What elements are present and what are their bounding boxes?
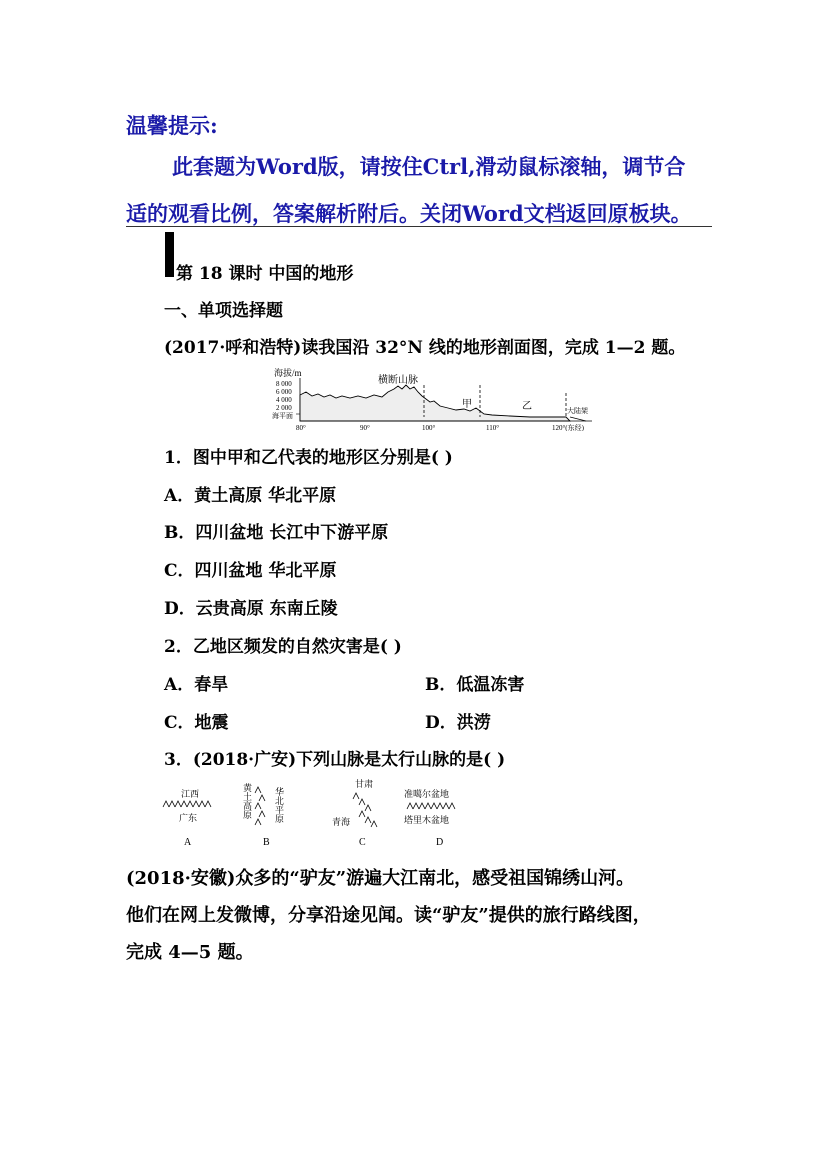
- q1-stem: 1．图中甲和乙代表的地形区分别是( ): [164, 448, 453, 468]
- terrain-profile-diagram: [270, 365, 610, 431]
- intro-2-line-2: 他们在网上发微博，分享沿途见闻。读“驴友”提供的旅行路线图，: [126, 905, 651, 926]
- d-top-label: 准噶尔盆地: [404, 789, 450, 799]
- label-shelf: 大陆架: [567, 407, 588, 415]
- b-right-label: 华北平原: [274, 787, 284, 823]
- tip-line-1: 此套题为Word版，请按住Ctrl,滑动鼠标滚轴，调节合: [172, 154, 686, 179]
- xtick-120: 120°(东经): [552, 424, 584, 431]
- profile-ylabel: 海拔/m: [274, 368, 302, 378]
- ytick-2000: 2 000: [276, 404, 292, 412]
- d-bottom-label: 塔里木盆地: [404, 815, 450, 825]
- label-yi: 乙: [522, 401, 532, 412]
- a-letter: A: [184, 837, 192, 848]
- label-jia: 甲: [462, 399, 472, 410]
- c-top-label: 甘肃: [355, 779, 374, 789]
- q1-option-a: A．黄土高原 华北平原: [164, 486, 337, 506]
- q1-option-d: D．云贵高原 东南丘陵: [164, 599, 338, 619]
- b-letter: B: [263, 837, 270, 848]
- b-left-label: 黄土高原: [242, 783, 252, 819]
- a-bottom-label: 广东: [179, 813, 198, 823]
- q2-stem: 2．乙地区频发的自然灾害是( ): [164, 637, 402, 657]
- xtick-90: 90°: [360, 424, 370, 431]
- lesson-title: 第 18 课时 中国的地形: [176, 264, 354, 284]
- xtick-100: 100°: [422, 424, 436, 431]
- c-bottom-label: 青海: [332, 817, 351, 827]
- xtick-110: 110°: [486, 424, 500, 431]
- c-mountain-range: [353, 793, 377, 827]
- heading-bar: [165, 232, 174, 277]
- ytick-4000: 4 000: [276, 396, 292, 404]
- c-letter: C: [359, 837, 366, 848]
- q2-option-b: B．低温冻害: [425, 675, 525, 695]
- ytick-8000: 8 000: [276, 380, 292, 388]
- xtick-80: 80°: [296, 424, 306, 431]
- d-mountain-range: [407, 803, 455, 809]
- b-mountain-range: [255, 787, 265, 825]
- a-mountain-range: [163, 801, 211, 807]
- q3-stem: 3．(2018·广安)下列山脉是太行山脉的是( ): [164, 750, 506, 770]
- label-hengduan: 横断山脉: [378, 375, 418, 386]
- sea-level-label: 海平面: [272, 412, 293, 420]
- intro-2-line-3: 完成 4—5 题。: [126, 942, 254, 963]
- d-letter: D: [436, 837, 444, 848]
- tip-line-2: 适的观看比例，答案解析附后。关闭Word文档返回原板块。: [126, 201, 692, 226]
- tip-divider: [126, 226, 712, 227]
- tip-title: 温馨提示:: [126, 113, 218, 138]
- q1-option-c: C．四川盆地 华北平原: [164, 561, 337, 581]
- q1-option-b: B．四川盆地 长江中下游平原: [164, 523, 389, 543]
- intro-2-line-1: (2018·安徽)众多的“驴友”游遍大江南北，感受祖国锦绣山河。: [126, 868, 635, 889]
- a-top-label: 江西: [181, 789, 200, 799]
- ytick-6000: 6 000: [276, 388, 292, 396]
- intro-1: (2017·呼和浩特)读我国沿 32°N 线的地形剖面图，完成 1—2 题。: [164, 338, 686, 358]
- q2-option-c: C．地震: [164, 713, 229, 733]
- q2-option-a: A．春旱: [164, 675, 229, 695]
- shelf-slope: [570, 417, 586, 421]
- section-title: 一、单项选择题: [164, 301, 283, 321]
- mountain-options-diagram: [155, 775, 475, 850]
- q2-option-d: D．洪涝: [425, 713, 491, 733]
